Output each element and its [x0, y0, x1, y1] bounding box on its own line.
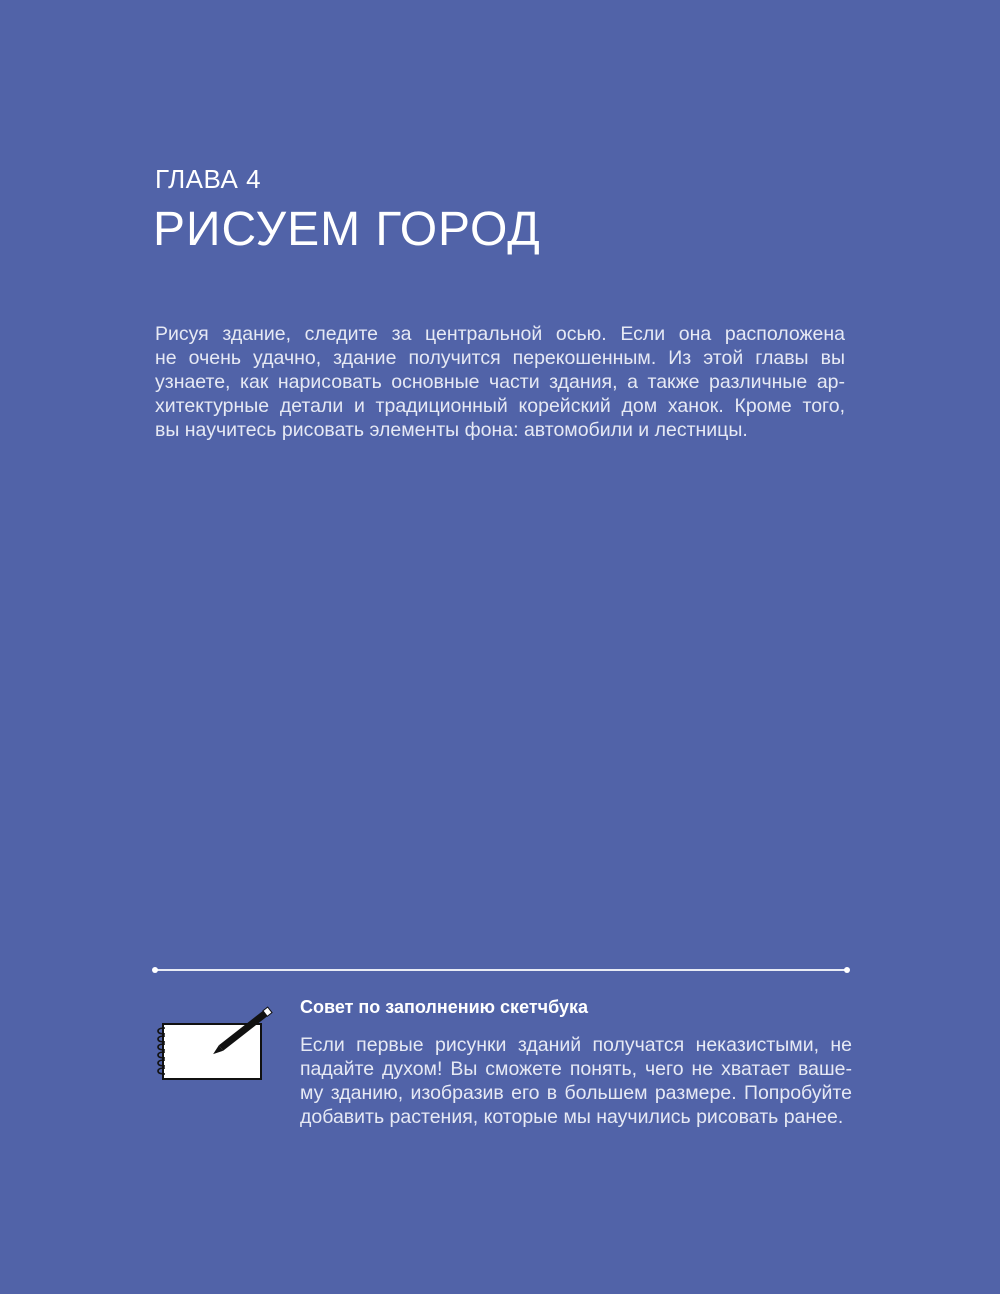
sketchbook-pencil-icon	[153, 1000, 283, 1084]
section-divider	[155, 969, 847, 971]
intro-line: не очень удачно, здание получится перекошенным. Из этой главы вы	[155, 347, 845, 369]
intro-line: хитектурные детали и традиционный корейский дом ханок. Кроме того,	[155, 395, 845, 417]
intro-paragraph	[155, 322, 845, 442]
tip-body	[300, 1033, 852, 1129]
chapter-title: РИСУЕМ ГОРОД	[153, 203, 541, 256]
tip-title: Совет по заполнению скетчбука	[300, 997, 589, 1017]
chapter-label: ГЛАВА 4	[155, 164, 262, 194]
tip-line: падайте духом! Вы сможете понять, чего не хватает ваше-	[300, 1058, 852, 1080]
tip-line: му зданию, изобразив его в большем размере. Попробуйте	[300, 1082, 852, 1104]
intro-line: вы научитесь рисовать элементы фона: автомобили и лестницы.	[155, 419, 748, 441]
tip-line: Если первые рисунки зданий получатся неказистыми, не	[300, 1034, 852, 1056]
intro-line: узнаете, как нарисовать основные части здания, а также различные ар-	[155, 371, 845, 393]
tip-line: добавить растения, которые мы научились рисовать ранее.	[300, 1106, 844, 1128]
intro-line: Рисуя здание, следите за центральной осью. Если она расположена	[155, 323, 845, 345]
